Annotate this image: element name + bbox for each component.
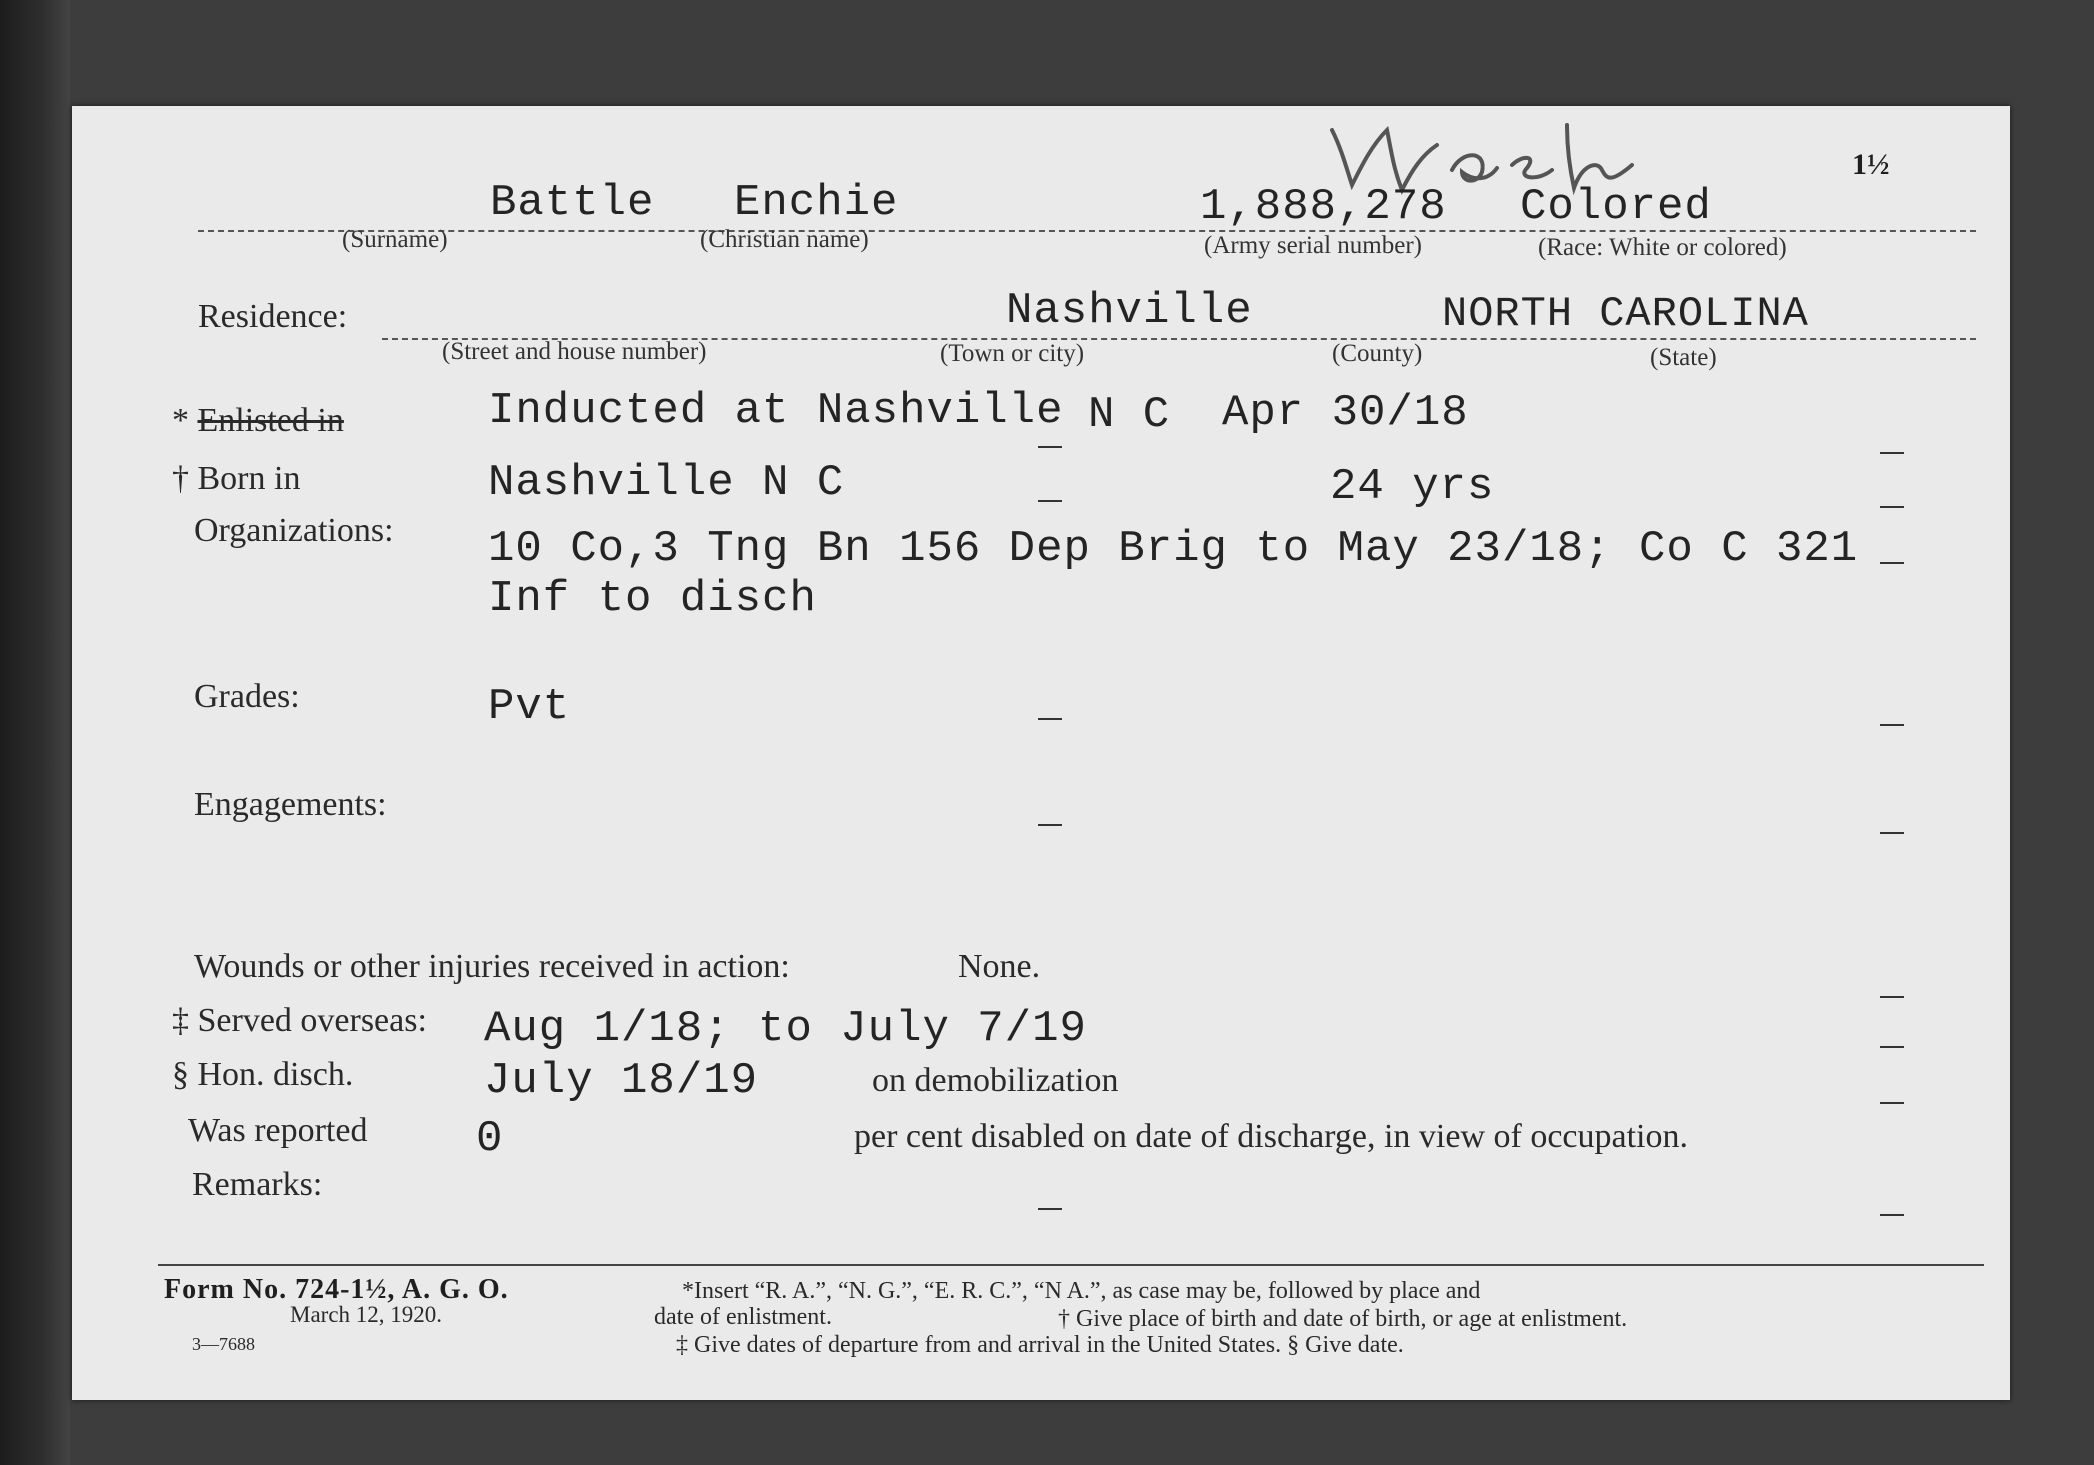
form-number: Form No. 724-1½, A. G. O. — [164, 1274, 509, 1305]
race-value: Colored — [1520, 182, 1712, 232]
residence-town-value: Nashville — [1006, 286, 1253, 336]
honorable-discharge-label: § Hon. disch. — [172, 1056, 354, 1093]
wounds-label: Wounds or other injuries received in action: — [194, 948, 790, 985]
residence-state-value: NORTH CAROLINA — [1442, 290, 1809, 338]
footnote-enlistment: *Insert “R. A.”, “N. G.”, “E. R. C.”, “N A.”, as case may be, followed by place and — [682, 1278, 1481, 1304]
engagements-label: Engagements: — [194, 786, 387, 823]
born-label: † Born in — [172, 460, 301, 497]
born-age: 24 yrs — [1330, 462, 1495, 512]
film-edge — [0, 0, 70, 1465]
organizations-label: Organizations: — [194, 512, 394, 549]
remarks-label: Remarks: — [192, 1166, 323, 1203]
enlisted-marker: * — [172, 402, 189, 439]
caption-serial-number: (Army serial number) — [1204, 232, 1422, 259]
footnote-birth: † Give place of birth and date of birth, or age at enlistment. — [1058, 1306, 1628, 1332]
disability-percent-value: 0 — [476, 1114, 504, 1164]
enlisted-label — [172, 402, 344, 440]
print-code: 3—7688 — [192, 1334, 255, 1354]
form-date: March 12, 1920. — [290, 1302, 443, 1327]
caption-town: (Town or city) — [940, 340, 1085, 367]
born-value: Nashville N C — [488, 458, 845, 508]
card-number: 1½ — [1852, 148, 1890, 181]
honorable-discharge-value: July 18/19 — [484, 1056, 759, 1106]
footnote-overseas: ‡ Give dates of departure from and arrival in the United States. § Give date. — [676, 1332, 1404, 1358]
caption-street: (Street and house number) — [442, 338, 707, 365]
grades-label: Grades: — [194, 678, 300, 715]
enlisted-state: N C — [1088, 390, 1171, 440]
christian-name-value: Enchie — [734, 178, 899, 228]
caption-state: (State) — [1650, 344, 1717, 371]
enlisted-label-text: Enlisted in — [197, 402, 344, 439]
footer-rule — [158, 1264, 1984, 1266]
caption-christian-name: (Christian name) — [700, 226, 869, 253]
served-overseas-label: ‡ Served overseas: — [172, 1002, 427, 1039]
serial-number-value: 1,888,278 — [1200, 182, 1447, 232]
organizations-line-2: Inf to disch — [488, 574, 817, 624]
organizations-line-1: 10 Co,3 Tng Bn 156 Dep Brig to May 23/18; Co C 321 — [488, 524, 1859, 574]
residence-label: Residence: — [198, 298, 348, 335]
caption-surname: (Surname) — [342, 226, 448, 253]
enlisted-value: Inducted at Nashville — [488, 386, 1064, 436]
discharge-suffix: on demobilization — [872, 1062, 1119, 1099]
name-line — [198, 230, 1976, 232]
enlisted-date: Apr 30/18 — [1222, 388, 1469, 438]
service-record-card — [72, 106, 2010, 1400]
footnote-enlistment-cont: date of enlistment. — [654, 1304, 832, 1330]
caption-race: (Race: White or colored) — [1538, 234, 1787, 261]
surname-value: Battle — [490, 178, 655, 228]
was-reported-label: Was reported — [188, 1112, 368, 1149]
served-overseas-value: Aug 1/18; to July 7/19 — [484, 1004, 1087, 1054]
grades-value: Pvt — [488, 682, 571, 732]
wounds-value: None. — [958, 948, 1041, 985]
disability-suffix: per cent disabled on date of discharge, in view of occupation. — [854, 1118, 1688, 1155]
caption-county: (County) — [1332, 340, 1423, 367]
